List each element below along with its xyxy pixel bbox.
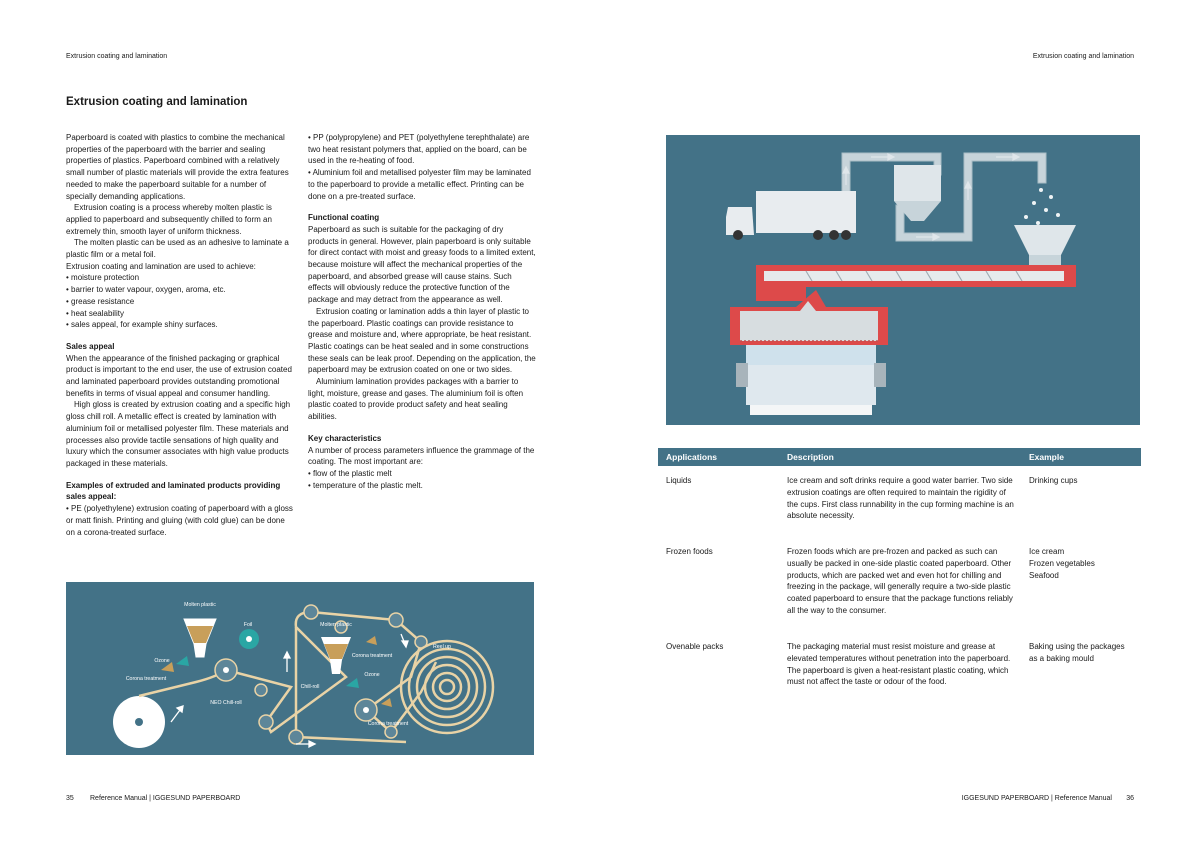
applications-table-header: [658, 448, 1141, 466]
table-cell-description: Frozen foods which are pre-frozen and packed as such can usually be packed in one-side plastic coated paperboard. Other products, which are packed wet and even hot for chilling and freezing in the package, will generally require a two-side plastic coated paperboard to ensure that the package functions reliably all the way to the consumer.: [787, 547, 1013, 615]
section-heading: Sales appeal: [66, 341, 115, 351]
paragraph: Paperboard as such is suitable for the packaging of dry products in general. However, plain paperboard is only suitable for direct contact with moist and greasy foods to a limited extent, because moisture will affect the mechanical properties of the paperboard, and absorbed grease will cause stains. Such effects will obviously reduce the protective function of the package and may detract from the appearance as well.: [308, 224, 536, 305]
text-column-1: [66, 132, 294, 538]
table-cell-example: Drinking cups: [1029, 476, 1078, 485]
label-ozone-1: Ozone: [154, 658, 170, 664]
paragraph: Extrusion coating and lamination are used to achieve:: [66, 261, 256, 271]
paragraph: Aluminium lamination provides packages with a barrier to light, moisture, grease and gases. The aluminium foil is often plastic coated to provide product safety and heat sealing abilities.: [308, 377, 524, 422]
running-head-left: Extrusion coating and lamination: [66, 53, 168, 60]
label-corona-2: Corona treatment: [351, 653, 393, 659]
label-chill-roll: Chill-roll: [300, 684, 320, 690]
roller-icon: [255, 684, 267, 696]
text-column-2: [308, 132, 536, 491]
extrusion-line-diagram: [66, 582, 534, 755]
roller-icon: [385, 726, 397, 738]
label-molten-plastic-1: Molten plastic: [184, 602, 216, 608]
table-cell-application: Liquids: [666, 476, 692, 485]
paragraph: Extrusion coating or lamination adds a thin layer of plastic to the paperboard. Plastic coatings can provide resistance to grease and moisture and, where appropriate, be heat resistant. Plastic coatings can be heat sealed and in some constructions these seals can be leak proof. Depending on the application, the paperboard may be extrusion coated on one or two sides.: [308, 306, 536, 375]
label-foil: Foil: [243, 622, 253, 628]
section-heading: Key characteristics: [308, 433, 382, 443]
table-cell-application: Ovenable packs: [666, 642, 724, 651]
silo-icon: [894, 165, 941, 201]
roller-icon: [304, 605, 318, 619]
paragraph: Extrusion coating is a process whereby molten plastic is applied to paperboard and subsequently chilled to form an extremely thin, smooth layer of uniform thickness.: [66, 203, 272, 236]
footer-right: [962, 795, 1112, 802]
footer-text: | Reference Manual: [1049, 795, 1112, 802]
paragraph: • PP (polypropylene) and PET (polyethylene terephthalate) are two heat resistant polymers that, applied on the board, can be used in the re-heating of food.: [308, 133, 530, 166]
bullet-item: • temperature of the plastic melt.: [308, 480, 423, 490]
table-cell-example: Ice cream Frozen vegetables Seafood: [1029, 547, 1095, 580]
paragraph: A number of process parameters influence the grammage of the coating. The most important are:: [308, 445, 535, 467]
label-corona-1: Corona treatment: [125, 676, 167, 682]
table-cell-application: Frozen foods: [666, 547, 713, 556]
bullet-item: • sales appeal, for example shiny surfaces.: [66, 320, 218, 330]
roller-icon: [289, 730, 303, 744]
paragraph: The molten plastic can be used as an adhesive to laminate a plastic film or a metal foil.: [66, 238, 289, 260]
label-ozone-2: Ozone: [364, 672, 380, 678]
page-title: Extrusion coating and lamination: [66, 96, 248, 108]
section-heading: Functional coating: [308, 213, 380, 223]
footer-brand: IGGESUND PAPERBOARD: [961, 795, 1050, 802]
extruder-illustration: [666, 135, 1140, 425]
footer-text: Reference Manual |: [90, 795, 153, 802]
bullet-item: • flow of the plastic melt: [308, 468, 392, 478]
paragraph: When the appearance of the finished packaging or graphical product is important to the end user, the use of extrusion coated and laminated paperboard provides outstanding promotional benefits in terms of visual appeal and consumer handling.: [66, 353, 292, 398]
bullet-item: • barrier to water vapour, oxygen, aroma, etc.: [66, 285, 226, 295]
bullet-item: • grease resistance: [66, 296, 135, 306]
label-reel-up: Reel up: [433, 644, 451, 650]
paragraph: High gloss is created by extrusion coating and a specific high gloss chill roll. A metallic effect is created by lamination with aluminium foil or metallised polyester film. These materials and processes also provide tactile sensations of high quality and luxury which the consumer associates with high value products packaged in these materials.: [66, 400, 291, 468]
bullet-item: • heat sealability: [66, 308, 124, 318]
label-corona-3: Corona treatment: [367, 721, 409, 727]
footer-left: [90, 795, 240, 802]
roller-icon: [389, 613, 403, 627]
running-head-right: Extrusion coating and lamination: [1032, 53, 1134, 60]
table-cell-example: Baking using the packages as a baking mould: [1029, 642, 1125, 663]
page-number-left: 35: [66, 795, 74, 802]
label-molten-plastic-2: Molten plastic: [320, 622, 352, 628]
roller-icon: [259, 715, 273, 729]
paragraph: • Aluminium foil and metallised polyester film may be laminated to the paperboard to provide a metallic effect. Printing can be done on a pre-treated surface.: [308, 168, 531, 201]
column-header-description: Description: [787, 452, 834, 462]
page-number-right: 36: [1126, 795, 1134, 802]
section-heading: Examples of extruded and laminated products providing sales appeal:: [66, 480, 281, 502]
table-cell-description: Ice cream and soft drinks require a good water barrier. Two side extrusion coatings are often required to maintain the rigidity of the cups. First class runnability in the cup forming machine is an absolute necessity.: [787, 476, 1014, 521]
column-header-example: Example: [1029, 452, 1064, 462]
table-cell-description: The packaging material must resist moisture and grease at elevated temperatures without penetration into the paperboard. The paperboard is given a heat-resistant plastic coating, which must not affect the taste or odour of the food.: [787, 642, 1011, 687]
paragraph: • PE (polyethylene) extrusion coating of paperboard with a gloss or matt finish. Printing and gluing (with cold glue) can be done on a corona-treated surface.: [66, 504, 293, 537]
label-neo-chill-roll: NEO Chill-roll: [210, 700, 242, 706]
footer-brand: IGGESUND PAPERBOARD: [152, 795, 241, 802]
bullet-item: • moisture protection: [66, 273, 140, 283]
column-header-applications: Applications: [666, 452, 718, 462]
paragraph: Paperboard is coated with plastics to combine the mechanical properties of the paperboard with the barrier and sealing properties of plastics. Paperboard combined with a relatively small number of plastic materials will provide the extra features needed to make the paperboard suitable for a number of specially demanding applications.: [66, 133, 289, 201]
